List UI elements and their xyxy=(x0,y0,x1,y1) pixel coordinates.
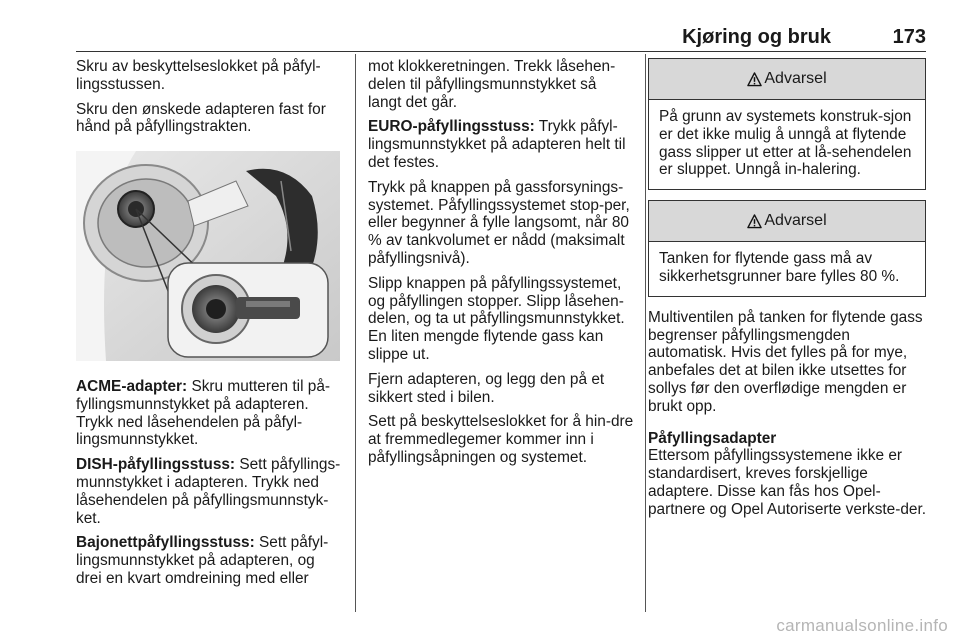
warning-header xyxy=(649,201,925,242)
bajonett-label: Bajonettpåfyllingsstuss: xyxy=(76,534,255,552)
paragraph: Skru av beskyttelseslokket på påfyl-lingsstussen. xyxy=(76,58,321,93)
section-heading-text: Påfyllingsadapter xyxy=(648,429,777,447)
paragraph: Slipp knappen på påfyllingssystemet, og påfyllingen stopper. Slipp låsehen-delen, og ta ut påfyllingsmunnstykket. En liten mengde flytende gass kan slippe ut. xyxy=(368,274,625,363)
paragraph: Sett på beskyttelseslokket for å hin-dre at fremmedlegemer kommer inn i påfyllingsåpningen og systemet. xyxy=(368,413,634,466)
acme-paragraph xyxy=(76,378,344,449)
paragraph: Trykk på knappen på gassforsynings-systemet. Påfyllingssystemet stop-per, eller begynner å fylle langsomt, når 80 % av tankvolumet er nådd (maksimalt påfyllingsnivå). xyxy=(368,178,630,267)
column-3 xyxy=(648,58,928,526)
bajonett-text: Sett påfyl-lingsmunnstykket på adapteren, og drei en kvart omdreining med eller xyxy=(76,534,329,587)
page-number: 173 xyxy=(892,26,926,48)
warning-text: Tanken for flytende gass må av sikkerhetsgrunner bare fylles 80 %. xyxy=(659,250,900,285)
euro-text: Trykk påfyl-lingsmunnstykket på adapteren helt til det festes. xyxy=(368,118,626,171)
warning-text: På grunn av systemets konstruk-sjon er det ikke mulig å unngå at flytende gass slipper ut etter at lå-sehendelen er sluppet. Unngå in-halering. xyxy=(659,108,912,179)
header-divider xyxy=(76,51,926,52)
paragraph: Ettersom påfyllingssystemene ikke er standardisert, kreves forskjellige adaptere. Disse kan fås hos Opel-partnere og Opel Autoriserte verkste-der. xyxy=(648,447,927,518)
euro-paragraph xyxy=(368,118,634,171)
dish-paragraph xyxy=(76,456,344,527)
watermark: carmanualsonline.info xyxy=(776,616,948,635)
euro-label: EURO-påfyllingsstuss: xyxy=(368,118,535,136)
acme-text: Skru mutteren til på-fyllingsmunnstykket på adapteren. Trykk ned låsehendelen på påfyl-lingsmunnstykket. xyxy=(76,377,331,449)
column-2 xyxy=(368,58,634,474)
paragraph: Multiventilen på tanken for flytende gass begrenser påfyllingsmengden automatisk. Hvis det fylles på for mye, anbefales det at bilen ikke utsettes for sollys før den overflødige mengden er brukt opp. xyxy=(648,308,923,415)
paragraph: Fjern adapteren, og legg den på et sikkert sted i bilen. xyxy=(368,370,605,406)
dish-label: DISH-påfyllingsstuss: xyxy=(76,456,236,474)
column-divider xyxy=(355,54,356,612)
warning-icon xyxy=(747,214,762,229)
acme-label: ACME-adapter: xyxy=(76,377,188,395)
column-1 xyxy=(76,58,344,595)
page-header xyxy=(76,0,926,52)
warning-title: Advarsel xyxy=(764,70,827,88)
section-heading xyxy=(648,430,928,448)
warning-icon xyxy=(747,72,762,87)
warning-title: Advarsel xyxy=(764,212,827,230)
paragraph: mot klokkeretningen. Trekk låsehen-delen til påfyllingsmunnstykket så langt det går. xyxy=(368,58,616,111)
adapter-illustration xyxy=(76,151,340,361)
section-title: Kjøring og bruk xyxy=(682,26,831,48)
warning-box xyxy=(648,58,926,190)
paragraph: Skru den ønskede adapteren fast for hånd på påfyllingstrakten. xyxy=(76,100,326,136)
warning-box xyxy=(648,200,926,297)
warning-header xyxy=(649,59,925,100)
dish-text: Sett påfyllings-munnstykket i adapteren. Trykk ned låsehendelen på påfyllingsmunnstyk-ket. xyxy=(76,456,341,527)
column-divider xyxy=(645,54,646,612)
bajonett-paragraph xyxy=(76,534,344,587)
